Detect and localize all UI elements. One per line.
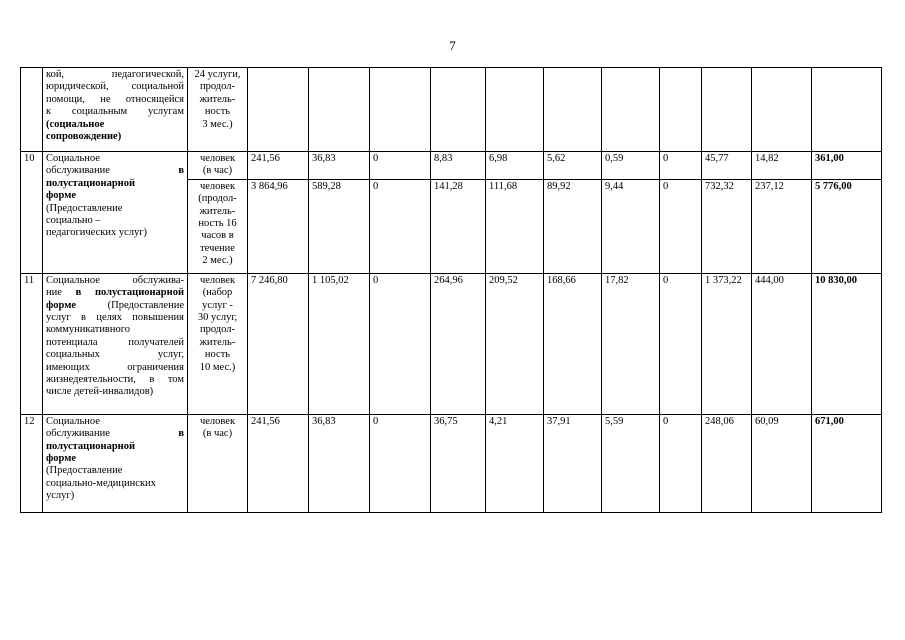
cost-component-cell: 241,56 <box>248 414 309 512</box>
row-number: 11 <box>21 273 43 414</box>
unit-line: 30 услуг, <box>197 312 238 324</box>
unit-line: (в час) <box>202 165 233 177</box>
cost-component-cell: 9,44 <box>602 179 660 273</box>
cost-component-cell: 0,59 <box>602 152 660 180</box>
description-word: в <box>178 428 184 440</box>
unit-line: человек <box>199 274 236 286</box>
description-line: Социальное <box>46 153 100 164</box>
description-line: полустационарной <box>46 177 136 189</box>
cost-component-cell: 444,00 <box>752 273 812 414</box>
cost-component-cell: 6,98 <box>486 152 544 180</box>
service-description <box>43 68 188 152</box>
description-word: обслуживание <box>46 428 110 440</box>
page-number: 7 <box>449 38 456 53</box>
cost-component-cell: 36,83 <box>309 152 370 180</box>
description-line: кой, педагогической, <box>46 69 184 80</box>
cost-component-cell: 0 <box>660 273 702 414</box>
unit-of-measure <box>188 179 248 273</box>
cost-component-cell: 241,56 <box>248 152 309 180</box>
cost-component-cell: 732,32 <box>702 179 752 273</box>
cost-component-cell: 4,21 <box>486 414 544 512</box>
cost-component-cell: 0 <box>370 414 431 512</box>
unit-line: (в час) <box>202 428 233 440</box>
cost-component-cell: 45,77 <box>702 152 752 180</box>
description-line: Социальное <box>46 415 100 427</box>
description-line: юридической, социальной <box>46 81 184 93</box>
description-line: педагогических услуг) <box>46 227 148 239</box>
cost-component-cell: 8,83 <box>431 152 486 180</box>
cost-component-cell: 0 <box>370 273 431 414</box>
cost-component-cell: 5,62 <box>544 152 602 180</box>
description-line: коммуникативного <box>46 324 131 336</box>
description-line: (социальное <box>46 118 105 130</box>
description-line: социально-медицинских <box>46 477 156 489</box>
service-description <box>43 414 188 512</box>
service-description <box>43 273 188 414</box>
cost-component-cell: 14,82 <box>752 152 812 180</box>
cost-component-cell: 0 <box>660 152 702 180</box>
cost-component-cell: 0 <box>660 179 702 273</box>
description-line: имеющих ограничения <box>46 361 184 373</box>
description-word: обслуживание <box>46 165 110 177</box>
table-row <box>21 414 882 512</box>
cost-component-cell: 1 105,02 <box>309 273 370 414</box>
unit-line: 10 мес.) <box>199 361 236 373</box>
description-line: социальных услуг, <box>46 349 184 361</box>
cost-component-cell: 1 373,22 <box>702 273 752 414</box>
description-line <box>46 428 184 440</box>
cost-component-cell <box>248 68 309 152</box>
unit-line: продол- <box>199 324 235 336</box>
unit-line: ность 16 <box>198 218 237 230</box>
total-cost-cell: 671,00 <box>812 414 882 512</box>
description-line: сопровождение) <box>46 131 122 143</box>
cost-component-cell: 60,09 <box>752 414 812 512</box>
total-cost-cell <box>812 68 882 152</box>
unit-line: житель- <box>199 336 236 348</box>
description-line: услуг в целях повышения <box>46 312 184 324</box>
cost-component-cell <box>702 68 752 152</box>
description-line: полустационарной <box>46 440 136 452</box>
cost-component-cell: 589,28 <box>309 179 370 273</box>
cost-component-cell: 209,52 <box>486 273 544 414</box>
total-cost-cell: 5 776,00 <box>812 179 882 273</box>
unit-line: 24 услуги, <box>194 69 241 80</box>
cost-component-cell: 0 <box>370 179 431 273</box>
description-line: потенциала получателей <box>46 336 184 348</box>
cost-component-cell: 0 <box>660 414 702 512</box>
cost-component-cell <box>602 68 660 152</box>
service-description <box>43 152 188 274</box>
cost-component-cell: 264,96 <box>431 273 486 414</box>
row-number: 10 <box>21 152 43 274</box>
description-line: Социальное обслужива- <box>46 274 184 286</box>
cost-component-cell: 17,82 <box>602 273 660 414</box>
table-row <box>21 273 882 414</box>
description-word: в <box>75 287 82 299</box>
description-line: услуг) <box>46 490 75 502</box>
row-number: 12 <box>21 414 43 512</box>
unit-line: часов в <box>201 230 234 242</box>
unit-line: (продол- <box>198 193 237 205</box>
description-line: (Предоставление <box>46 465 123 477</box>
description-line: числе детей-инвалидов) <box>46 386 154 398</box>
unit-line: (набор <box>202 287 233 299</box>
cost-component-cell <box>431 68 486 152</box>
tariff-table <box>20 67 882 513</box>
cost-component-cell: 0 <box>370 152 431 180</box>
unit-line: 2 мес.) <box>202 255 233 267</box>
unit-of-measure <box>188 414 248 512</box>
unit-line: продол- <box>199 81 235 93</box>
cost-component-cell: 36,83 <box>309 414 370 512</box>
cost-component-cell <box>486 68 544 152</box>
description-line: к социальным услугам <box>46 106 184 118</box>
unit-line: услуг - <box>202 299 233 311</box>
description-line: помощи, не относящейся <box>46 93 184 105</box>
table-body <box>21 68 882 513</box>
cost-component-cell <box>370 68 431 152</box>
cost-component-cell: 168,66 <box>544 273 602 414</box>
cost-component-cell <box>660 68 702 152</box>
description-word: ние <box>46 287 62 299</box>
cost-component-cell: 237,12 <box>752 179 812 273</box>
description-line: форме <box>46 190 77 202</box>
cost-component-cell: 248,06 <box>702 414 752 512</box>
cost-component-cell <box>752 68 812 152</box>
description-line: жизнедеятельности, в том <box>46 374 184 386</box>
cost-component-cell: 111,68 <box>486 179 544 273</box>
description-line: (Предоставление <box>46 202 123 214</box>
description-line: социально – <box>46 215 101 227</box>
row-number <box>21 68 43 152</box>
table-row <box>21 68 882 152</box>
unit-of-measure <box>188 273 248 414</box>
description-word: в <box>178 165 184 177</box>
cost-component-cell: 37,91 <box>544 414 602 512</box>
unit-line: ность <box>204 106 231 118</box>
cost-component-cell <box>544 68 602 152</box>
cost-component-cell: 141,28 <box>431 179 486 273</box>
description-word: (Предоставление <box>107 299 184 311</box>
unit-of-measure <box>188 152 248 180</box>
total-cost-cell: 10 830,00 <box>812 273 882 414</box>
unit-line: человек <box>199 415 236 427</box>
unit-of-measure <box>188 68 248 152</box>
description-line: форме <box>46 453 77 465</box>
description-word: форме <box>46 299 77 311</box>
cost-component-cell: 89,92 <box>544 179 602 273</box>
unit-line: житель- <box>199 93 236 105</box>
cost-component-cell: 7 246,80 <box>248 273 309 414</box>
table-row <box>21 152 882 180</box>
unit-line: ность <box>204 349 231 361</box>
unit-line: течение <box>200 242 235 254</box>
cost-component-cell: 5,59 <box>602 414 660 512</box>
description-line <box>46 165 184 177</box>
unit-line: человек <box>199 153 236 164</box>
cost-component-cell <box>309 68 370 152</box>
description-line <box>46 287 184 299</box>
description-line <box>46 300 184 312</box>
unit-line: 3 мес.) <box>202 118 233 130</box>
cost-component-cell: 36,75 <box>431 414 486 512</box>
unit-line: житель- <box>199 205 236 217</box>
description-word: полустационарной <box>94 287 184 299</box>
cost-component-cell: 3 864,96 <box>248 179 309 273</box>
unit-line: человек <box>199 180 236 192</box>
total-cost-cell: 361,00 <box>812 152 882 180</box>
